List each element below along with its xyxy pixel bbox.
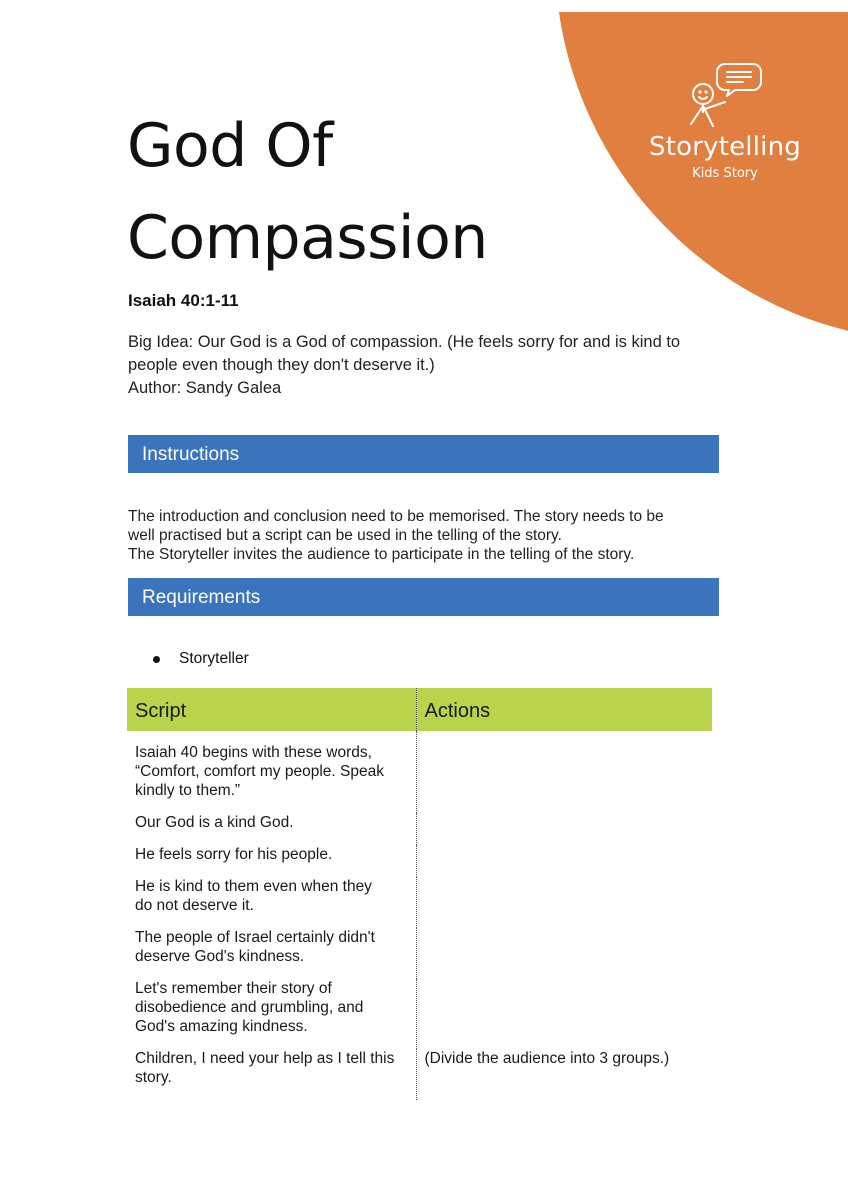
script-line: do not deserve it. <box>135 897 254 914</box>
table-row <box>127 928 712 979</box>
action-cell <box>416 845 712 877</box>
storyteller-speech-bubble-icon <box>685 60 765 136</box>
page-title <box>127 100 488 284</box>
instructions-line: well practised but a script can be used in the telling of the story. <box>128 527 562 544</box>
script-line: Children, I need your help as I tell this <box>135 1050 395 1067</box>
script-line: deserve God's kindness. <box>135 948 305 965</box>
script-line: kindly to them.” <box>135 782 241 799</box>
requirements-list <box>128 648 249 670</box>
script-line: Our God is a kind God. <box>135 814 294 831</box>
script-line: God's amazing kindness. <box>135 1018 308 1035</box>
script-cell <box>127 877 416 928</box>
scripture-passage: Isaiah 40:1-11 <box>128 291 239 310</box>
script-cell <box>127 979 416 1049</box>
logo-subtitle: Kids Story <box>692 166 758 181</box>
action-cell: (Divide the audience into 3 groups.) <box>424 1050 670 1067</box>
table-header-row <box>127 688 712 731</box>
script-table <box>127 688 712 1100</box>
big-idea-line: Big Idea: Our God is a God of compassion. (He feels sorry for and is kind to <box>128 333 681 351</box>
script-line: Isaiah 40 begins with these words, <box>135 744 372 761</box>
table-row <box>127 813 712 845</box>
title-line: God Of <box>127 111 333 181</box>
script-column-header: Script <box>127 688 416 731</box>
script-line: He feels sorry for his people. <box>135 846 333 863</box>
table-row <box>127 979 712 1049</box>
table-row <box>127 731 712 813</box>
instructions-heading: Instructions <box>128 435 719 473</box>
instructions-text <box>128 507 728 564</box>
script-line: disobedience and grumbling, and <box>135 999 364 1016</box>
script-line: “Comfort, comfort my people. Speak <box>135 763 384 780</box>
table-row <box>127 877 712 928</box>
table-row <box>127 1049 712 1100</box>
logo-title: Storytelling <box>649 132 801 162</box>
script-line: story. <box>135 1069 172 1086</box>
bullet-icon <box>153 656 160 663</box>
brand-corner <box>555 12 848 338</box>
intro-text <box>128 331 728 400</box>
action-cell <box>416 813 712 845</box>
table-row <box>127 845 712 877</box>
big-idea-line: people even though they don't deserve it.) <box>128 356 435 374</box>
list-item <box>128 648 249 670</box>
action-cell <box>416 928 712 979</box>
author-line: Author: Sandy Galea <box>128 379 282 397</box>
script-line: Let's remember their story of <box>135 980 332 997</box>
actions-column-header: Actions <box>416 688 712 731</box>
script-cell <box>127 731 416 813</box>
script-line: He is kind to them even when they <box>135 878 372 895</box>
action-cell <box>416 731 712 813</box>
requirement-label: Storyteller <box>179 650 249 667</box>
requirements-heading: Requirements <box>128 578 719 616</box>
script-cell <box>127 813 416 845</box>
action-cell <box>416 877 712 928</box>
instructions-line: The introduction and conclusion need to be memorised. The story needs to be <box>128 508 664 525</box>
instructions-line: The Storyteller invites the audience to participate in the telling of the story. <box>128 546 635 563</box>
script-cell <box>127 845 416 877</box>
title-line: Compassion <box>127 203 488 273</box>
script-line: The people of Israel certainly didn't <box>135 929 375 946</box>
script-cell <box>127 928 416 979</box>
action-cell <box>416 979 712 1049</box>
script-cell <box>127 1049 416 1100</box>
